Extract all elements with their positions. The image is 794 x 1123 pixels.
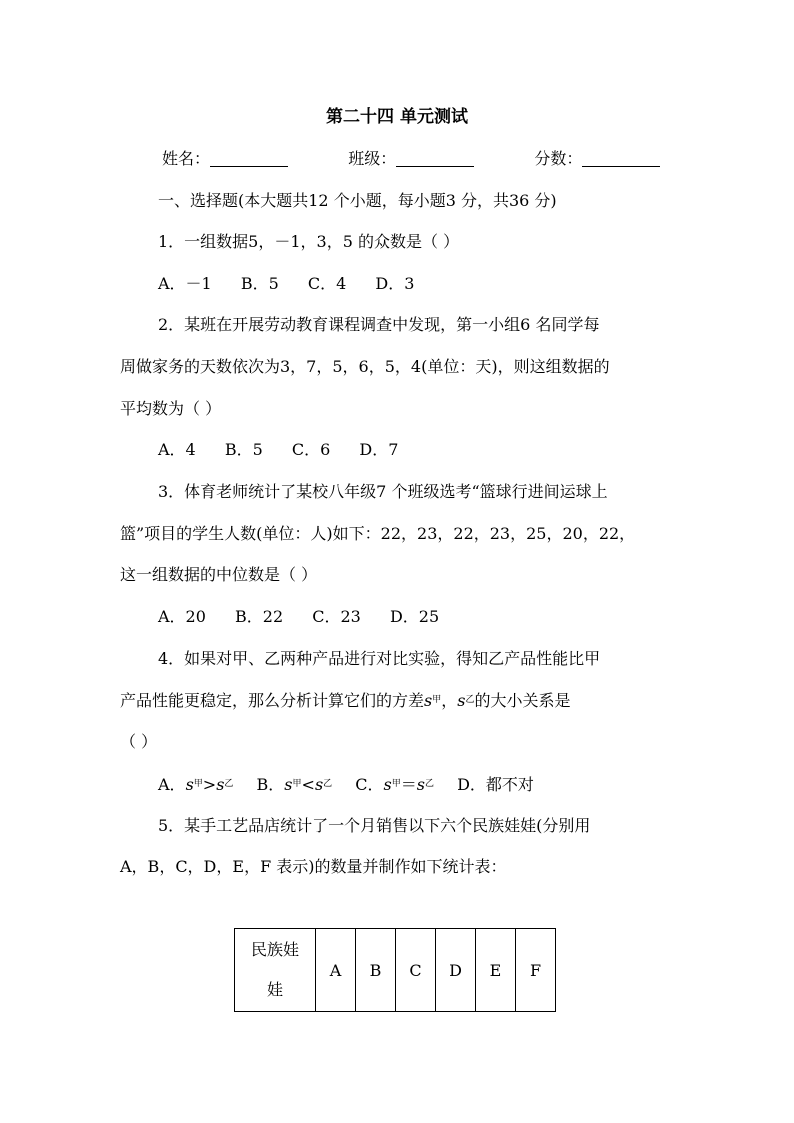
- page-title: 第二十四 单元测试: [326, 107, 468, 127]
- q1-option-a: A．－1: [158, 274, 212, 293]
- q4-option-b: [257, 773, 333, 796]
- q4-c-s2: s: [416, 775, 425, 794]
- q4-line-2-tail: 的大小关系是: [474, 691, 571, 710]
- q2-line-1: 2．某班在开展劳动教育课程调查中发现，第一小组6 名同学每: [158, 315, 600, 334]
- variance-symbol-yi: s: [457, 691, 466, 710]
- q4-line-2: [120, 689, 704, 712]
- q2-option-c: C．6: [291, 440, 331, 459]
- q4-c-relation: ＝: [400, 775, 417, 794]
- variance-symbol-jia: s: [424, 691, 433, 710]
- score-label: 分数：: [534, 149, 583, 168]
- q4-a-s2: s: [216, 775, 225, 794]
- student-info: [162, 148, 682, 170]
- q4-b-sub2: 乙: [323, 779, 333, 789]
- q1-option-c: C．4: [307, 274, 347, 293]
- q4-option-b-label: B．: [256, 775, 285, 794]
- q3-line-2: 篮”项目的学生人数(单位：人)如下：22，23，22，23，25，20，22，: [120, 524, 636, 543]
- q3-option-c: C．23: [312, 607, 361, 626]
- subscript-yi: 乙: [465, 695, 475, 705]
- table-col-d: D: [436, 929, 476, 1012]
- q2-option-b: B．5: [224, 440, 263, 459]
- q3-option-a: A．20: [158, 607, 206, 626]
- q1-option-d: D．3: [375, 274, 415, 293]
- q4-option-d: D．都不对: [457, 775, 534, 794]
- score-blank[interactable]: [582, 150, 660, 167]
- q4-b-relation: <: [301, 775, 315, 794]
- class-label: 班级：: [348, 149, 397, 168]
- q4-line-2-text: 产品性能更稳定，那么分析计算它们的方差: [120, 691, 425, 710]
- table-col-a: A: [316, 929, 356, 1012]
- q4-separator: ，: [441, 691, 458, 710]
- q3-line-1: 3．体育老师统计了某校八年级7 个班级选考“篮球行进间运球上: [158, 482, 608, 501]
- q4-a-s1: s: [185, 775, 194, 794]
- q2-option-a: A．4: [158, 440, 196, 459]
- class-blank[interactable]: [396, 150, 474, 167]
- table-col-e: E: [476, 929, 516, 1012]
- table-header-line-2: 娃: [266, 980, 283, 999]
- q4-c-sub2: 乙: [424, 779, 434, 789]
- name-blank[interactable]: [210, 150, 288, 167]
- q4-a-relation: >: [202, 775, 217, 794]
- q3-line-3: 这一组数据的中位数是（ ）: [120, 565, 318, 584]
- subscript-jia: 甲: [432, 695, 442, 705]
- q4-option-a-label: A．: [158, 775, 186, 794]
- table-col-c: C: [396, 929, 436, 1012]
- q2-options: [158, 439, 704, 461]
- score-field: [534, 148, 660, 170]
- q1-option-b: B．5: [240, 274, 279, 293]
- q2-line-3: 平均数为（ ）: [120, 399, 222, 418]
- q5-line-2: A，B，C，D，E，F 表示)的数量并制作如下统计表：: [120, 857, 507, 876]
- q4-c-sub1: 甲: [391, 779, 401, 789]
- table-col-b: B: [356, 929, 396, 1012]
- q4-c-s1: s: [383, 775, 392, 794]
- q4-b-s2: s: [314, 775, 324, 794]
- table-header-line-1: 民族娃: [250, 940, 299, 959]
- table-header-cell: [235, 929, 316, 1012]
- table-col-f: F: [516, 929, 556, 1012]
- q1-options: [158, 273, 704, 295]
- q4-options: [158, 773, 704, 796]
- name-label: 姓名：: [162, 149, 211, 168]
- table-row: [235, 929, 556, 1012]
- q3-option-b: B．22: [235, 607, 284, 626]
- section-heading: 一、选择题(本大题共12 个小题，每小题3 分，共36 分): [158, 191, 557, 210]
- q4-line-3: （ ）: [120, 732, 158, 751]
- q3-option-d: D．25: [389, 607, 440, 626]
- q1-stem: 1．一组数据5，－1，3，5 的众数是（ ）: [158, 232, 460, 251]
- q4-line-1: 4．如果对甲、乙两种产品进行对比实验，得知乙产品性能比甲: [158, 649, 601, 668]
- q4-b-sub1: 甲: [292, 779, 302, 789]
- q4-option-a: [158, 773, 233, 796]
- q4-a-sub1: 甲: [193, 779, 203, 789]
- q4-b-s1: s: [284, 775, 293, 794]
- q2-option-d: D．7: [359, 440, 399, 459]
- sales-table: [234, 928, 556, 1012]
- name-field: [162, 148, 288, 170]
- class-field: [348, 148, 474, 170]
- q5-line-1: 5．某手工艺品店统计了一个月销售以下六个民族娃娃(分别用: [158, 816, 591, 835]
- q2-line-2: 周做家务的天数依次为3，7，5，6，5，4(单位：天)，则这组数据的: [120, 357, 610, 376]
- q3-options: [158, 606, 704, 628]
- q4-option-c: [355, 773, 434, 796]
- q4-a-sub2: 乙: [224, 779, 234, 789]
- q4-option-c-label: C．: [355, 775, 384, 794]
